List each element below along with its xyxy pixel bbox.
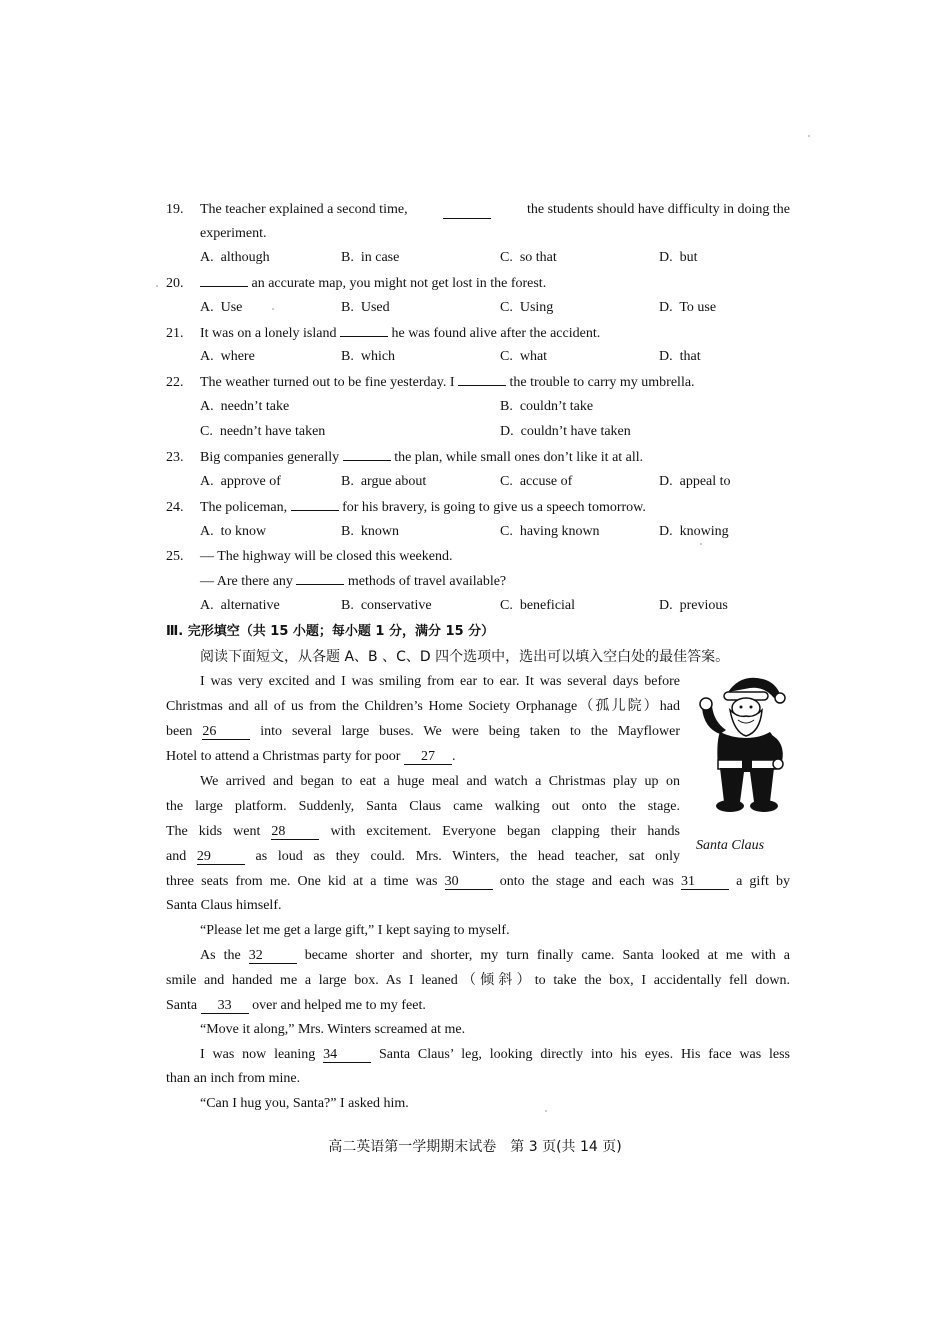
passage-line: “Can I hug you, Santa?” I asked him. bbox=[200, 1096, 409, 1111]
option-c: C. having known bbox=[500, 524, 600, 539]
cloze-blank-27: 27 bbox=[404, 749, 452, 765]
question-stem: an accurate map, you might not get lost in the forest. bbox=[200, 275, 546, 293]
passage-line: smile and handed me a large box. As I leaned（倾斜）to take the box, I accidentally fell down. bbox=[166, 973, 790, 988]
option-d: D. previous bbox=[659, 598, 728, 613]
scan-speck bbox=[156, 285, 158, 287]
scan-speck bbox=[700, 543, 702, 545]
question-number: 20. bbox=[166, 276, 184, 291]
answer-blank bbox=[200, 286, 248, 287]
question-number: 25. bbox=[166, 549, 184, 564]
passage-line: the large platform. Suddenly, Santa Claus came walking out onto the stage. bbox=[166, 799, 680, 814]
question-stem: It was on a lonely island he was found alive after the accident. bbox=[200, 326, 601, 341]
cloze-blank-31: 31 bbox=[681, 874, 729, 890]
figure-caption: Santa Claus bbox=[696, 838, 765, 853]
option-d: D. but bbox=[659, 250, 698, 265]
option-b: B. couldn’t take bbox=[500, 399, 594, 414]
answer-blank bbox=[291, 510, 339, 511]
question-stem: The policeman, for his bravery, is going to give us a speech tomorrow. bbox=[200, 500, 646, 515]
answer-blank bbox=[340, 336, 388, 337]
option-d: D. appeal to bbox=[659, 474, 731, 489]
option-c: C. what bbox=[500, 349, 548, 364]
option-c: C. so that bbox=[500, 250, 557, 265]
section-heading: Ⅲ. 完形填空（共 15 小题；每小题 1 分，满分 15 分） bbox=[166, 624, 495, 639]
passage-line: “Please let me get a large gift,” I kept saying to myself. bbox=[200, 923, 510, 938]
passage-line: I was very excited and I was smiling from ear to ear. It was several days before bbox=[200, 674, 680, 689]
passage-line: Santa Claus himself. bbox=[166, 898, 282, 913]
passage-line: The kids went 28 with excitement. Everyone began clapping their hands bbox=[166, 824, 680, 839]
option-a: A. alternative bbox=[200, 598, 280, 613]
cloze-blank-32: 32 bbox=[249, 948, 297, 964]
passage-line: Santa 33 over and helped me to my feet. bbox=[166, 998, 426, 1013]
question-stem: The teacher explained a second time, the students should have difficulty in doing the bbox=[200, 202, 790, 217]
question-number: 24. bbox=[166, 500, 184, 515]
option-a: A. approve of bbox=[200, 474, 281, 489]
question-number: 22. bbox=[166, 375, 184, 390]
passage-line: three seats from me. One kid at a time was 30 onto the stage and each was 31 a gift by bbox=[166, 874, 791, 889]
option-a: A. Use bbox=[200, 300, 243, 315]
option-b: B. which bbox=[341, 349, 396, 364]
option-a: A. needn’t take bbox=[200, 399, 290, 414]
cloze-blank-28: 28 bbox=[271, 824, 319, 840]
passage-line: than an inch from mine. bbox=[166, 1071, 301, 1086]
scan-speck bbox=[272, 308, 274, 310]
option-d: D. To use bbox=[659, 300, 717, 315]
option-c: C. Using bbox=[500, 300, 554, 315]
option-c: C. beneficial bbox=[500, 598, 576, 613]
scan-speck bbox=[808, 135, 810, 137]
option-d: D. knowing bbox=[659, 524, 729, 539]
dialogue-line-2: — Are there any methods of travel available? bbox=[200, 574, 507, 589]
option-d: D. that bbox=[659, 349, 701, 364]
option-c: C. needn’t have taken bbox=[200, 424, 326, 439]
passage-line: been 26 into several large buses. We were being taken to the Mayflower bbox=[166, 724, 681, 739]
option-b: B. Used bbox=[341, 300, 390, 315]
option-a: A. although bbox=[200, 250, 270, 265]
question-number: 23. bbox=[166, 450, 184, 465]
option-b: B. known bbox=[341, 524, 399, 539]
passage-line: Hotel to attend a Christmas party for poor 27 . bbox=[166, 749, 456, 764]
cloze-blank-26: 26 bbox=[202, 724, 250, 740]
question-number: 21. bbox=[166, 326, 184, 341]
passage-line: I was now leaning 34 Santa Claus’ leg, looking directly into his eyes. His face was less bbox=[200, 1047, 790, 1062]
cloze-blank-29: 29 bbox=[197, 849, 245, 865]
option-b: B. conservative bbox=[341, 598, 432, 613]
passage-line: and 29 as loud as they could. Mrs. Winters, the head teacher, sat only bbox=[166, 849, 680, 864]
option-a: A. to know bbox=[200, 524, 267, 539]
question-stem: Big companies generally the plan, while small ones don’t like it at all. bbox=[200, 450, 644, 465]
question-stem: The weather turned out to be fine yesterday. I the trouble to carry my umbrella. bbox=[200, 375, 695, 390]
passage-line: “Move it along,” Mrs. Winters screamed at me. bbox=[200, 1022, 466, 1037]
option-a: A. where bbox=[200, 349, 255, 364]
passage-line: As the 32 became shorter and shorter, my turn finally came. Santa looked at me with a bbox=[200, 948, 791, 963]
page-footer: 高二英语第一学期期末试卷 第 3 页(共 14 页) bbox=[328, 1139, 622, 1155]
option-b: B. argue about bbox=[341, 474, 427, 489]
section-instruction: 阅读下面短文，从各题 A、B 、C、D 四个选项中，选出可以填入空白处的最佳答案。 bbox=[200, 649, 730, 665]
answer-blank bbox=[296, 584, 344, 585]
question-number: 19. bbox=[166, 202, 184, 217]
cloze-blank-30: 30 bbox=[445, 874, 493, 890]
answer-blank bbox=[458, 385, 506, 386]
answer-blank bbox=[443, 201, 491, 219]
answer-blank bbox=[343, 460, 391, 461]
cloze-blank-34: 34 bbox=[323, 1047, 371, 1063]
question-stem-cont: experiment. bbox=[200, 226, 267, 241]
cloze-blank-33: 33 bbox=[201, 998, 249, 1014]
santa-claus-illustration bbox=[690, 672, 790, 822]
scan-speck bbox=[545, 1110, 547, 1112]
option-d: D. couldn’t have taken bbox=[500, 424, 631, 439]
option-b: B. in case bbox=[341, 250, 400, 265]
option-c: C. accuse of bbox=[500, 474, 573, 489]
dialogue-line-1: — The highway will be closed this weekend. bbox=[200, 549, 453, 564]
passage-line: We arrived and began to eat a huge meal and watch a Christmas play up on bbox=[200, 774, 680, 789]
passage-line: Christmas and all of us from the Children’s Home Society Orphanage（孤儿院）had bbox=[166, 699, 680, 714]
